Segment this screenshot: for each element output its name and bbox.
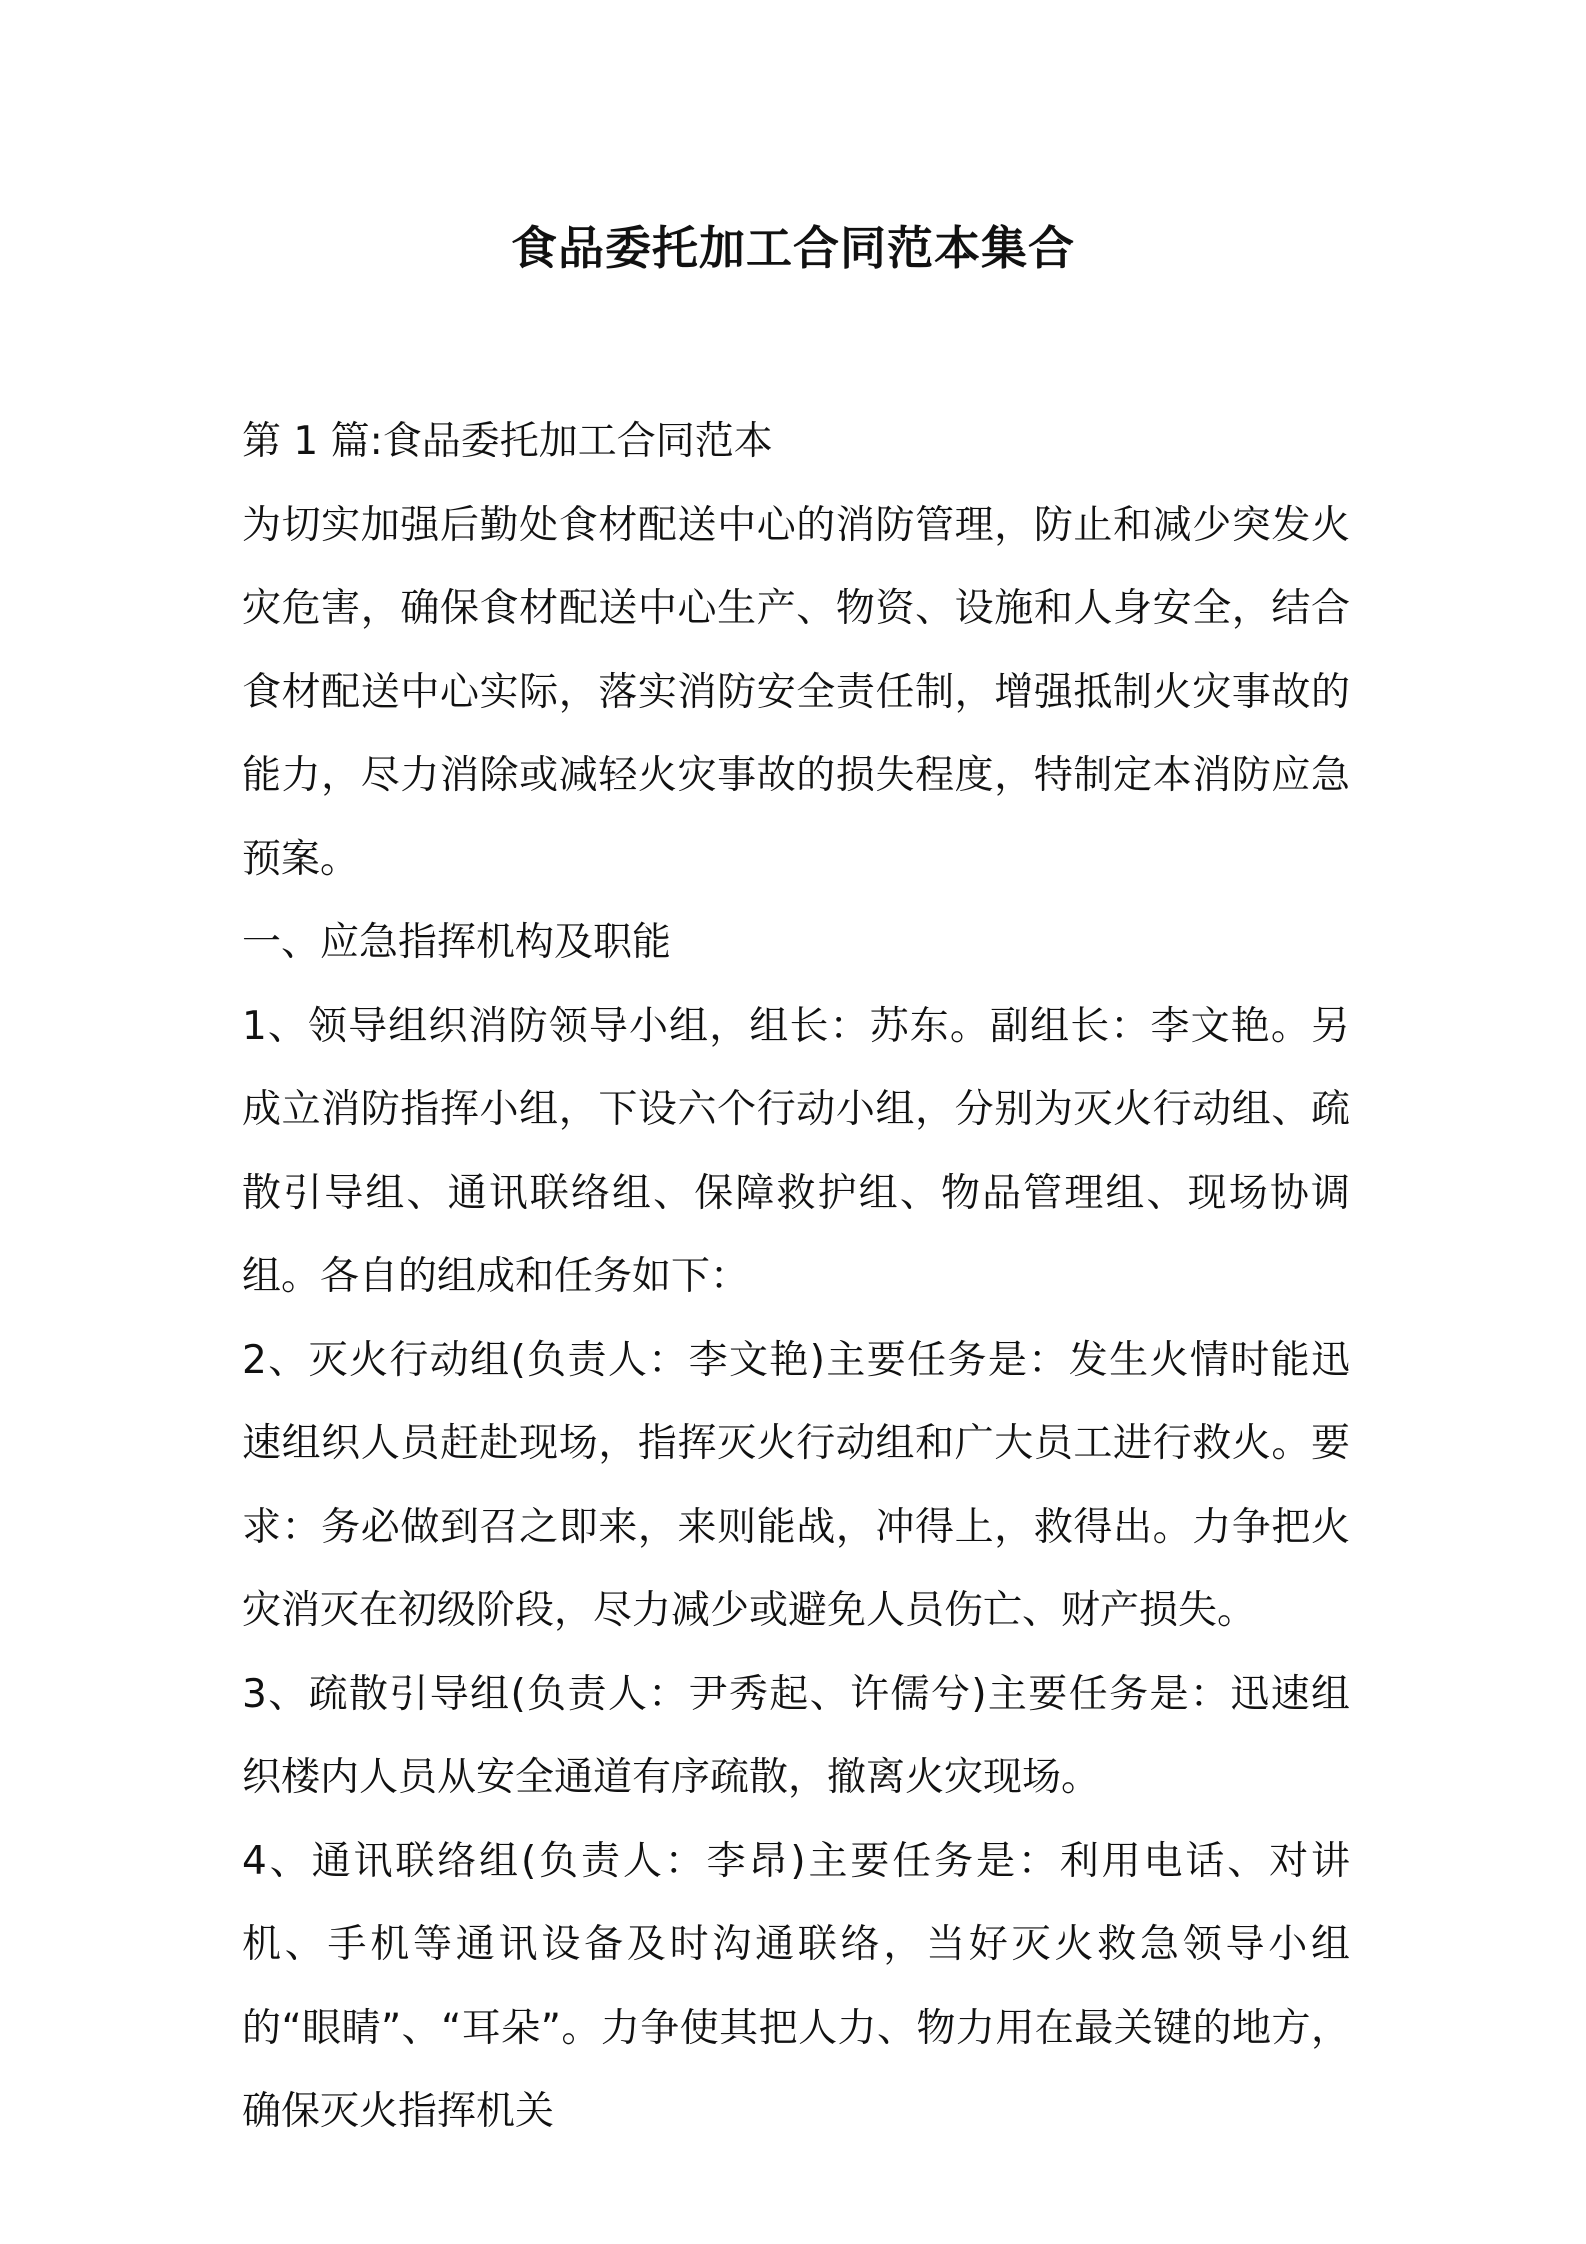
paragraph-heading-command: 一、应急指挥机构及职能 (242, 920, 672, 965)
section-heading: 第 1 篇:食品委托加工合同范本 (242, 419, 773, 464)
document-body (242, 400, 1350, 2154)
paragraph-item-3: 3、疏散引导组(负责人：尹秀起、许儒兮)主要任务是：迅速组织楼内人员从安全通道有序疏散，撤离火灾现场。 (242, 1671, 1350, 1800)
paragraph-item-4: 4、通讯联络组(负责人：李昂)主要任务是：利用电话、对讲机、手机等通讯设备及时沟通联络，当好灭火救急领导小组的“眼睛”、“耳朵”。力争使其把人力、物力用在最关键的地方，确保灭火指挥机关 (242, 1838, 1350, 2134)
paragraph-intro: 为切实加强后勤处食材配送中心的消防管理，防止和减少突发火灾危害，确保食材配送中心生产、物资、设施和人身安全，结合食材配送中心实际，落实消防安全责任制，增强抵制火灾事故的能力，尽力消除或减轻火灾事故的损失程度，特制定本消防应急预案。 (242, 502, 1350, 882)
document-title: 食品委托加工合同范本集合 (511, 221, 1075, 275)
paragraph-item-2: 2、灭火行动组(负责人：李文艳)主要任务是：发生火情时能迅速组织人员赶赴现场，指挥灭火行动组和广大员工进行救火。要求：务必做到召之即来，来则能战，冲得上，救得出。力争把火灾消灭在初级阶段，尽力减少或避免人员伤亡、财产损失。 (242, 1337, 1350, 1633)
paragraph-item-1: 1、领导组织消防领导小组，组长：苏东。副组长：李文艳。另成立消防指挥小组，下设六个行动小组，分别为灭火行动组、疏散引导组、通讯联络组、保障救护组、物品管理组、现场协调组。各自的组成和任务如下： (242, 1003, 1350, 1299)
